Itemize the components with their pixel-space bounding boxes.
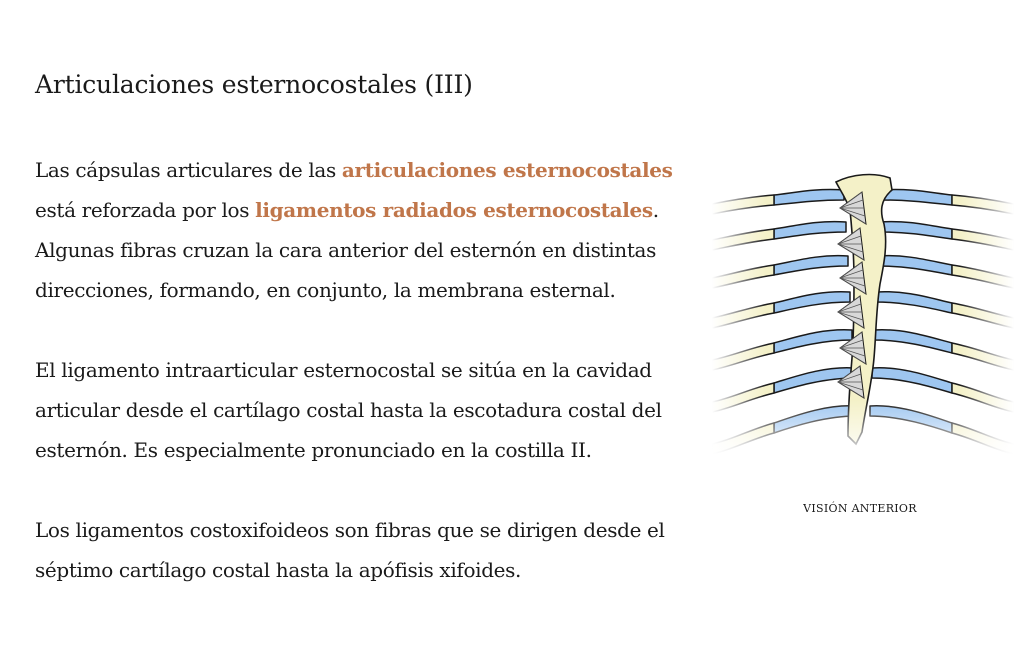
sternum-illustration: [712, 160, 1014, 460]
paragraph-1-text-mid: está reforzada por los: [35, 198, 256, 222]
link-articulaciones-esternocostales[interactable]: articulaciones esternocostales: [341, 158, 673, 182]
link-ligamentos-radiados[interactable]: ligamentos radiados esternocostales: [255, 198, 653, 222]
paragraph-2: El ligamento intraarticular esternocostal se sitúa en la cavidad articular desde el cartílago costal hasta la escotadura costal del esternón. Es especialmente pronunciado en la costilla II.: [35, 358, 662, 462]
paragraph-1-text-after: . Algunas fibras cruzan la cara anterior del esternón en distintas direcciones, formando, en conjunto, la membrana esternal.: [35, 198, 659, 302]
page-title: Articulaciones esternocostales (III): [35, 70, 473, 99]
figure-caption: VISIÓN ANTERIOR: [803, 502, 917, 515]
body-text: [35, 150, 705, 630]
paragraph-3: Los ligamentos costoxifoideos son fibras que se dirigen desde el séptimo cartílago costal hasta la apófisis xifoides.: [35, 518, 665, 582]
paragraph-1: [35, 150, 705, 310]
paragraph-1-text-before: Las cápsulas articulares de las: [35, 158, 342, 182]
